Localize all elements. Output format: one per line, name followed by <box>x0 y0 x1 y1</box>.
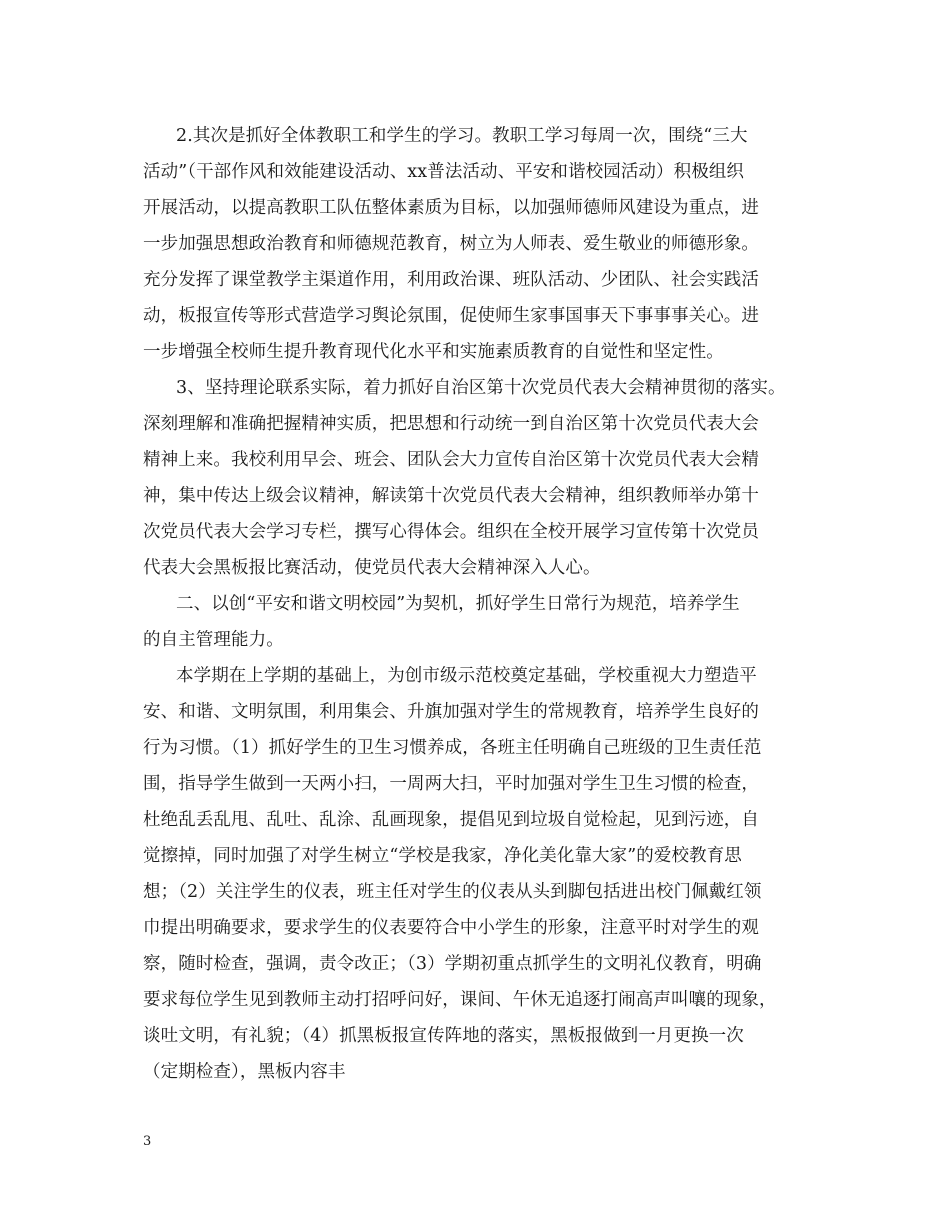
text-line: 巾提出明确要求，要求学生的仪表要符合中小学生的形象，注意平时对学生的观 <box>143 918 759 938</box>
text-line: 觉擦掉，同时加强了对学生树立“学校是我家，净化美化靠大家”的爱校教育思 <box>143 846 742 866</box>
page-number: 3 <box>143 1134 152 1149</box>
text-line: 充分发挥了课堂教学主渠道作用，利用政治课、班队活动、少团队、社会实践活 <box>143 270 759 290</box>
text-line: 谈吐文明，有礼貌；（4）抓黑板报宣传阵地的落实，黑板报做到一月更换一次 <box>143 1026 744 1046</box>
text-line: 要求每位学生见到教师主动打招呼问好，课间、午休无追逐打闹高声叫嚷的现象， <box>143 990 777 1010</box>
text-line: 开展活动，以提高教职工队伍整体素质为目标，以加强师德师风建设为重点，进 <box>143 198 759 218</box>
text-line: 深刻理解和准确把握精神实质，把思想和行动统一到自治区第十次党员代表大会 <box>143 414 759 434</box>
text-line: 次党员代表大会学习专栏，撰写心得体会。组织在全校开展学习宣传第十次党员 <box>143 522 759 542</box>
text-line: 行为习惯。（1）抓好学生的卫生习惯养成，各班主任明确自己班级的卫生责任范 <box>143 738 762 758</box>
text-line: 3、坚持理论联系实际，着力抓好自治区第十次党员代表大会精神贯彻的落实。 <box>176 378 786 398</box>
text-line: 的自主管理能力。 <box>143 630 284 650</box>
text-line: 一步加强思想政治教育和师德规范教育，树立为人师表、爱生敬业的师德形象。 <box>143 234 759 254</box>
text-line: 想；（2）关注学生的仪表，班主任对学生的仪表从头到脚包括进出校门佩戴红领 <box>143 882 762 902</box>
text-line: 神，集中传达上级会议精神，解读第十次党员代表大会精神，组织教师举办第十 <box>143 486 759 506</box>
text-line: 察，随时检查，强调，责令改正；（3）学期初重点抓学生的文明礼仪教育，明确 <box>143 954 762 974</box>
text-line: 本学期在上学期的基础上，为创市级示范校奠定基础，学校重视大力塑造平 <box>176 666 757 686</box>
text-line: 2.其次是抓好全体教职工和学生的学习。教职工学习每周一次，围绕“三大 <box>176 126 748 146</box>
text-line: 代表大会黑板报比赛活动，使党员代表大会精神深入人心。 <box>143 558 601 578</box>
text-line: （定期检查），黑板内容丰 <box>143 1062 346 1082</box>
text-line: 活动”（干部作风和效能建设活动、xx普法活动、平安和谐校园活动）积极组织 <box>143 162 745 182</box>
text-line: 动，板报宣传等形式营造学习舆论氛围，促使师生家事国事天下事事事关心。进 <box>143 306 759 326</box>
text-line: 二、以创“平安和谐文明校园”为契机，抓好学生日常行为规范，培养学生 <box>176 594 740 614</box>
text-line: 围，指导学生做到一天两小扫，一周两大扫，平时加强对学生卫生习惯的检查， <box>143 774 759 794</box>
text-line: 一步增强全校师生提升教育现代化水平和实施素质教育的自觉性和坚定性。 <box>143 342 724 362</box>
body-text <box>143 118 803 1090</box>
text-line: 杜绝乱丢乱甩、乱吐、乱涂、乱画现象，提倡见到垃圾自觉检起，见到污迹，自 <box>143 810 759 830</box>
text-line: 安、和谐、文明氛围，利用集会、升旗加强对学生的常规教育，培养学生良好的 <box>143 702 759 722</box>
text-line: 精神上来。我校利用早会、班会、团队会大力宣传自治区第十次党员代表大会精 <box>143 450 759 470</box>
